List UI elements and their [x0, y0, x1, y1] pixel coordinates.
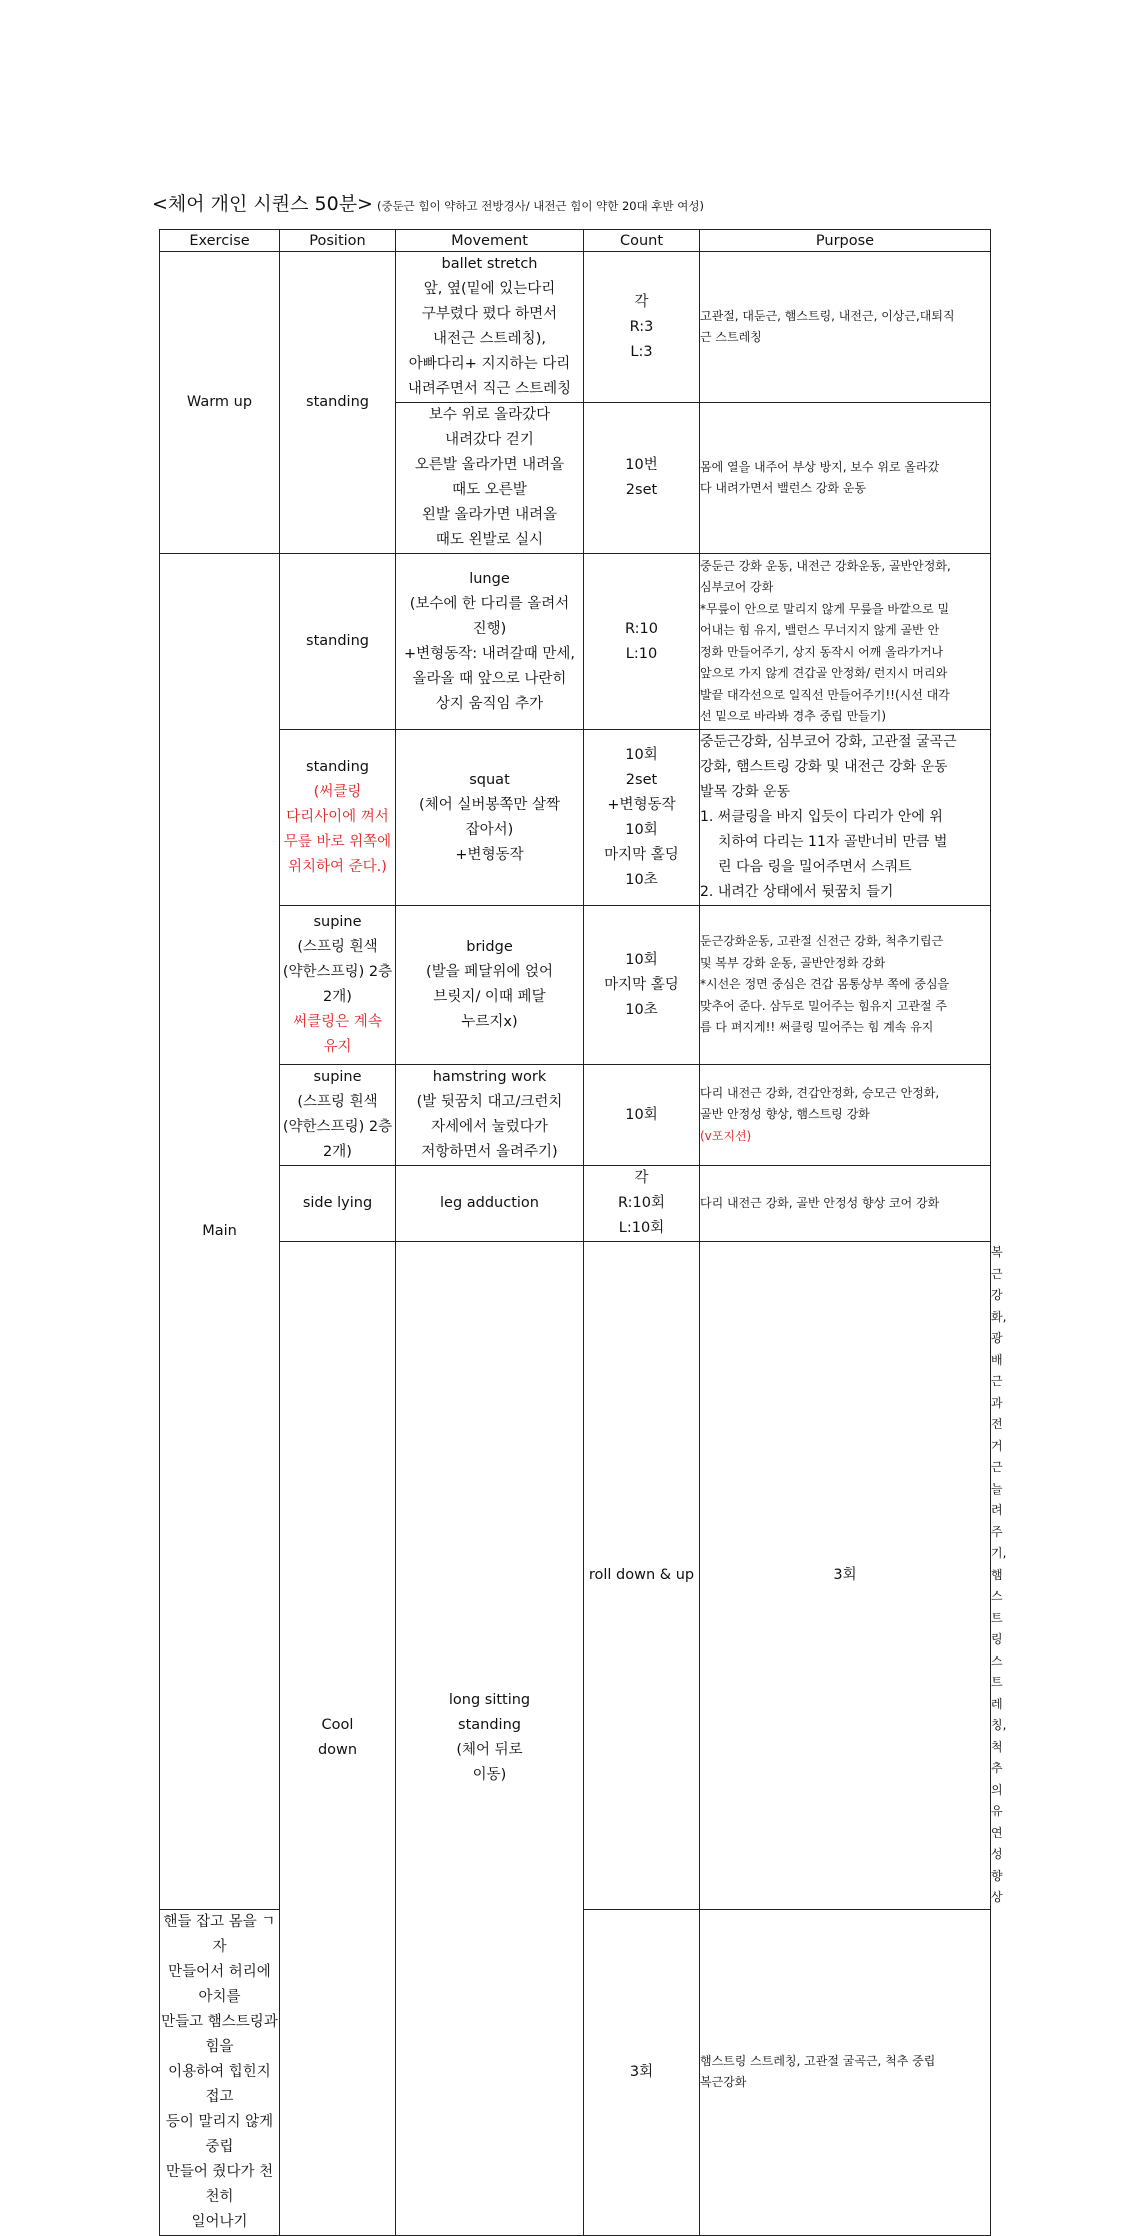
table-row	[160, 554, 991, 730]
position-cell: standing (써클링 다리사이에 껴서 무릎 바로 위쪽에 위치하여 준다.)	[280, 730, 396, 906]
section-cooldown: Cool down	[280, 1242, 396, 2236]
header-exercise: Exercise	[160, 230, 280, 252]
position-cell: supine (스프링 흰색 (약한스프링) 2층 2개)	[280, 1065, 396, 1166]
count-cell: 3회	[584, 1909, 700, 2235]
position-cell: side lying	[280, 1166, 396, 1242]
table-row	[160, 1065, 991, 1166]
section-main: Main	[160, 554, 280, 1910]
count-cell: 각 R:10회 L:10회	[584, 1166, 700, 1242]
document-title	[152, 189, 704, 216]
purpose-cell: 중둔근강화, 심부코어 강화, 고관절 굴곡근 강화, 햄스트링 강화 및 내전근 강화 운동 발목 강화 운동 1. 써클링을 바지 입듯이 다리가 안에 위 치하여 다리는 11자 골반너비 만큼 벌 린 다음 링을 밀어주면서 스쿼트 2. 내려간 상태에서 뒷꿈치 들기	[700, 730, 991, 906]
count-cell: R:10 L:10	[584, 554, 700, 730]
movement-cell: 핸들 잡고 몸을 ㄱ자 만들어서 허리에 아치를 만들고 햄스트링과 힘을 이용하여 힙힌지 접고 등이 말리지 않게 중립 만들어 줬다가 천천히 일어나기	[160, 1909, 280, 2235]
movement-cell: hamstring work (발 뒷꿈치 대고/크런치 자세에서 눌렀다가 저항하면서 올려주기)	[396, 1065, 584, 1166]
movement-cell: lunge (보수에 한 다리를 올려서 진행) +변형동작: 내려갈때 만세, 올라올 때 앞으로 나란히 상지 움직임 추가	[396, 554, 584, 730]
position-cell: standing	[280, 252, 396, 554]
position-cell: standing	[280, 554, 396, 730]
count-cell: 10회 2set +변형동작 10회 마지막 홀딩 10초	[584, 730, 700, 906]
table-row	[160, 1166, 991, 1242]
header-row	[160, 230, 991, 252]
title-main: <체어 개인 시퀀스 50분>	[152, 193, 373, 215]
count-cell: 10회 마지막 홀딩 10초	[584, 906, 700, 1065]
position-cell: supine (스프링 흰색 (약한스프링) 2층 2개) 써클링은 계속 유지	[280, 906, 396, 1065]
table-row	[160, 252, 991, 403]
count-cell: 3회	[700, 1242, 991, 1910]
header-movement: Movement	[396, 230, 584, 252]
title-subtitle: (중둔근 힘이 약하고 전방경사/ 내전근 힘이 약한 20대 후반 여성)	[376, 199, 704, 213]
position-cell: long sitting standing (체어 뒤로 이동)	[396, 1242, 584, 2236]
table-row: Cool down long sitting standing (체어 뒤로 이동) roll down & up 3회 복근강화, 광배근과 전거근 늘려주기, 햄스트링 스트레칭, 척추의 유연성 향상	[160, 1242, 991, 1910]
sequence-table	[159, 229, 1007, 2236]
purpose-cell: 햄스트링 스트레칭, 고관절 굴곡근, 척추 중립 복근강화	[700, 1909, 991, 2235]
movement-cell: bridge (발을 페달위에 얹어 브릿지/ 이때 페달 누르지x)	[396, 906, 584, 1065]
movement-cell: ballet stretch 앞, 옆(밑에 있는다리 구부렸다 폈다 하면서 내전근 스트레칭), 아빠다리+ 지지하는 다리 내려주면서 직근 스트레칭	[396, 252, 584, 403]
movement-cell: leg adduction	[396, 1166, 584, 1242]
movement-cell: roll down & up	[584, 1242, 700, 1910]
purpose-cell: 몸에 열을 내주어 부상 방지, 보수 위로 올라갔 다 내려가면서 밸런스 강화 운동	[700, 403, 991, 554]
purpose-cell: 다리 내전근 강화, 견갑안정화, 승모근 안정화, 골반 안정성 향상, 햄스트링 강화 (v포지션)	[700, 1065, 991, 1166]
table-row	[160, 906, 991, 1065]
count-cell: 10회	[584, 1065, 700, 1166]
movement-cell: 보수 위로 올라갔다 내려갔다 걷기 오른발 올라가면 내려올 때도 오른발 왼발 올라가면 내려올 때도 왼발로 실시	[396, 403, 584, 554]
header-purpose: Purpose	[700, 230, 991, 252]
table-row	[160, 730, 991, 906]
movement-cell: squat (체어 실버봉쪽만 살짝 잡아서) +변형동작	[396, 730, 584, 906]
purpose-cell: 중둔근 강화 운동, 내전근 강화운동, 골반안정화, 심부코어 강화 *무릎이 안으로 말리지 않게 무릎을 바깥으로 밀 어내는 힘 유지, 밸런스 무너지지 않게 골반 안 정화 만들어주기, 상지 동작시 어깨 올라가거나 앞으로 가지 않게 견갑골 안정화/ 런지시 머리와 발끝 대각선으로 일직선 만들어주기!!(시선 대각 선 밑으로 바라봐 경추 중립 만들기)	[700, 554, 991, 730]
purpose-cell: 고관절, 대둔근, 햄스트링, 내전근, 이상근,대퇴직 근 스트레칭	[700, 252, 991, 403]
purpose-cell: 다리 내전근 강화, 골반 안정성 향상 코어 강화	[700, 1166, 991, 1242]
purpose-cell: 둔근강화운동, 고관절 신전근 강화, 척추기립근 및 복부 강화 운동, 골반안정화 강화 *시선은 정면 중심은 견갑 몸통상부 쪽에 중심을 맞추어 준다. 삼두로 밀어주는 힘유지 고관절 주 름 다 펴지게!! 써클링 밀어주는 힘 계속 유지	[700, 906, 991, 1065]
count-cell: 각 R:3 L:3	[584, 252, 700, 403]
section-warmup: Warm up	[160, 252, 280, 554]
count-cell: 10번 2set	[584, 403, 700, 554]
header-count: Count	[584, 230, 700, 252]
header-position: Position	[280, 230, 396, 252]
